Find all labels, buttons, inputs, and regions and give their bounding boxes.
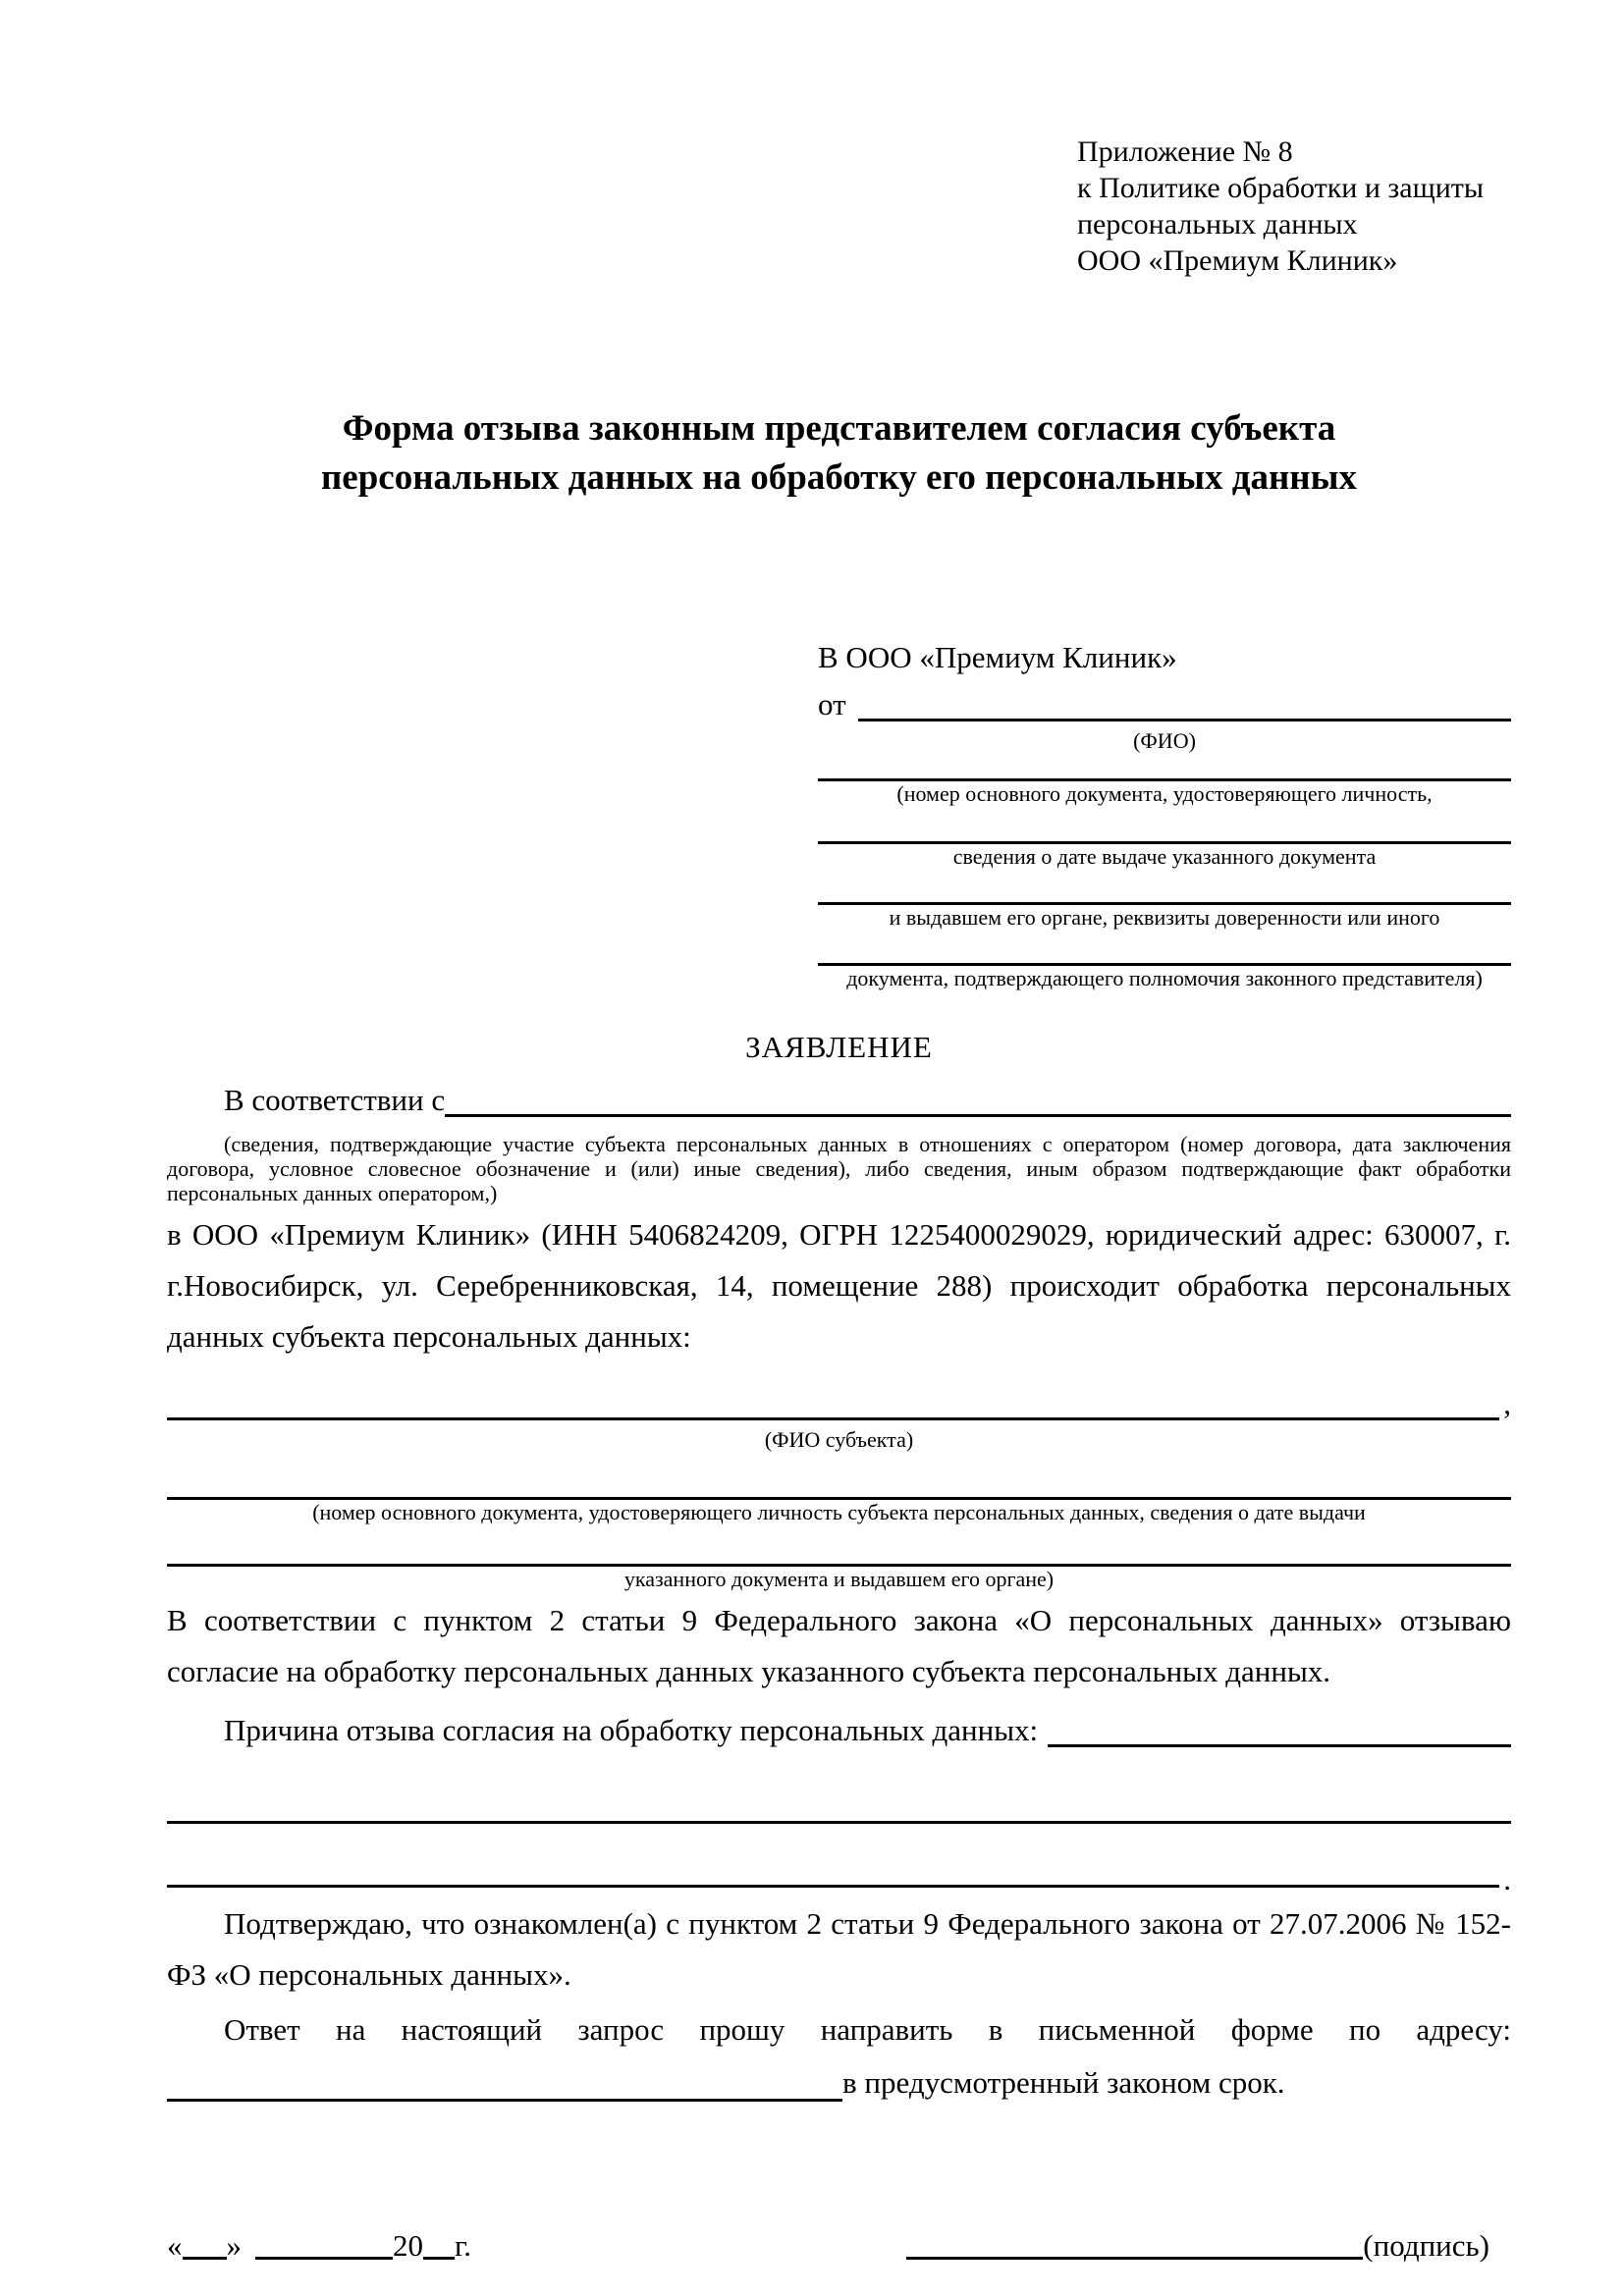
withdraw-paragraph: В соответствии с пунктом 2 статьи 9 Федерального закона «О персональных данных» отзываю согласие на обработку персональных данных указанного субъекта персональных данных. (167, 1603, 1511, 1688)
signature-caption: (подпись) (1363, 2228, 1489, 2263)
reply-tail: в предусмотренный законом срок. (842, 2065, 1285, 2100)
subject-name-blank-line (167, 1417, 1499, 1420)
subject-document-caption-2: указанного документа и выдавшем его органе) (623, 1567, 1055, 1591)
signature-blank (906, 2251, 1363, 2260)
footer-row (167, 2222, 1511, 2269)
statement-heading: ЗАЯВЛЕНИЕ (745, 1030, 933, 1064)
addressee-to: В ООО «Премиум Клиник» (818, 640, 1177, 674)
form-title: Форма отзыва законным представителем согласия субъекта персональных данных на обработку его персональных данных (320, 408, 1357, 498)
reason-blank-line-short (1048, 1744, 1511, 1747)
reply-address-row (167, 2057, 1511, 2109)
appendix-header-line-4: ООО «Премиум Клиник» (1077, 244, 1398, 277)
date-year-blank (423, 2251, 455, 2260)
appendix-header-line-1: Приложение № 8 (1077, 135, 1293, 168)
date-year-prefix: 20 (393, 2228, 423, 2263)
operator-paragraph: в ООО «Премиум Клиник» (ИНН 5406824209, ОГРН 1225400029029, юридический адрес: 630007, г. г.Новосибирск, ул. Серебренниковская, 14, помещение 288) происходит обработка персональных данных субъекта персональных данных: (167, 1217, 1511, 1354)
subject-fio-caption: (ФИО субъекта) (764, 1427, 914, 1452)
reply-address-blank-line (167, 2099, 842, 2102)
date-close-quote: » (226, 2228, 242, 2263)
reason-row (167, 1707, 1511, 1754)
appendix-header-line-2: к Политике обработки и защиты (1077, 172, 1485, 204)
appendix-header-line-3: персональных данных (1077, 208, 1358, 240)
reason-label: Причина отзыва согласия на обработку персональных данных: (224, 1713, 1039, 1747)
reason-period: . (1503, 1862, 1511, 1896)
date-open-quote: « (167, 2228, 183, 2263)
reason-blank-line-2 (167, 1885, 1499, 1888)
addressee-block (818, 634, 1511, 990)
date-month-blank (255, 2251, 393, 2260)
subject-name-row (167, 1380, 1511, 1427)
subject-name-comma: , (1503, 1386, 1511, 1420)
date-line (167, 2222, 471, 2269)
according-blank-line (445, 1114, 1511, 1117)
issuing-authority-caption: и выдавшем его органе, реквизиты доверенности или иного (889, 905, 1440, 930)
document-number-caption: (номер основного документа, удостоверяющего личность, (896, 781, 1433, 806)
from-label: от (818, 687, 846, 721)
fio-caption: (ФИО) (1133, 728, 1196, 753)
from-row (818, 681, 1511, 728)
date-year-suffix: г. (455, 2228, 471, 2263)
representative-name-blank-line (858, 719, 1511, 721)
issue-date-caption: сведения о дате выдаче указанного документа (952, 844, 1377, 869)
according-row (167, 1077, 1511, 1124)
reply-paragraph: Ответ на настоящий запрос прошу направить в письменной форме по адресу: (224, 2012, 1511, 2047)
authority-document-caption: документа, подтверждающего полномочия законного представителя) (846, 966, 1483, 990)
confirm-paragraph: Подтверждаю, что ознакомлен(а) с пунктом 2 статьи 9 Федерального закона от 27.07.2006 № 152-ФЗ «О персональных данных». (167, 1906, 1511, 1992)
according-label: В соответствии с (224, 1083, 446, 1117)
relation-evidence-note: (сведения, подтверждающие участие субъекта персональных данных в отношениях с оператором (номер договора, дата заключения договора, условное словесное обозначение и (или) иные сведения), либо сведения, иным образом подтверждающие факт обработки персональных данных оператором,) (167, 1132, 1511, 1205)
appendix-header (1077, 133, 1511, 279)
reason-blank-row-2 (167, 1862, 1511, 1896)
subject-document-caption-1: (номер основного документа, удостоверяющего личность субъекта персональных данных, сведения о дате выдачи (312, 1500, 1366, 1524)
date-day-blank (183, 2251, 227, 2260)
reason-blank-line-1 (167, 1821, 1511, 1824)
signature-line (906, 2222, 1489, 2269)
